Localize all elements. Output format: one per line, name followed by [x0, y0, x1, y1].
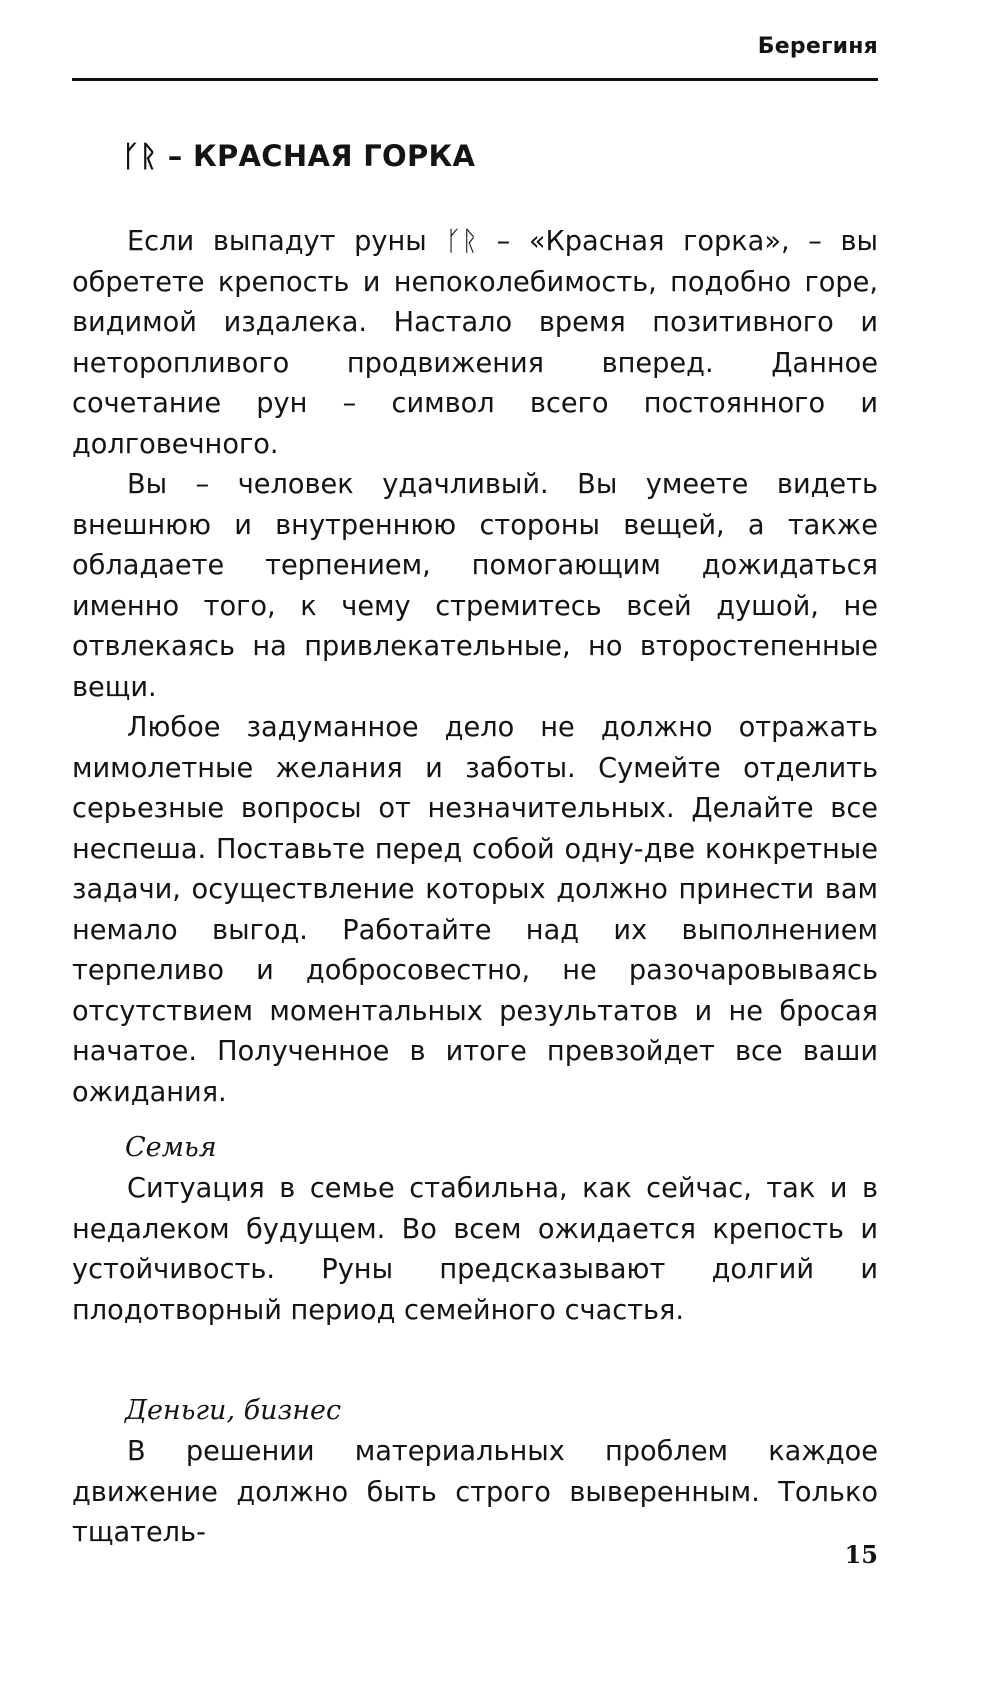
- paragraph: Любое задуманное дело не должно отражать мимолетные желания и заботы. Сумейте отделить серьезные вопросы от незначительных. Делайте все неспеша. Поставьте перед собой одну-две конкретные задачи, осуществление которых должно принести вам немало выгод. Работайте над их выполнением терпеливо и добросовестно, не разочаровываясь отсутствием моментальных результатов и не бросая начатое. Полученное в итоге превзойдет все ваши ожидания.: [72, 712, 878, 1108]
- money-heading: Деньги, бизнес: [125, 1395, 342, 1426]
- page-number: 15: [844, 1540, 878, 1569]
- paragraph: В решении материальных проблем каждое движение должно быть строго выверенным. Только тщатель-: [72, 1436, 878, 1548]
- paragraph: Вы – человек удачливый. Вы умеете видеть внешнюю и внутреннюю стороны вещей, а также обладаете терпением, помогающим дожидаться именно того, к чему стремитесь всей душой, не отвлекаясь на привлекательные, но второстепенные вещи.: [72, 469, 878, 703]
- family-text: [72, 1169, 878, 1331]
- family-heading: Семья: [125, 1132, 217, 1163]
- section-title-text: – КРАСНАЯ ГОРКА: [157, 139, 476, 173]
- rune-symbol: ᚴᚱ: [122, 139, 158, 173]
- paragraph: Если выпадут руны ᚴᚱ – «Красная горка», – вы обретете крепость и непоколебимость, подобно горе, видимой издалека. Настало время позитивного и неторопливого продвижения вперед. Данное сочетание рун – символ всего постоянного и долговечного.: [72, 226, 878, 460]
- intro-text: [72, 222, 878, 1113]
- header-rule: [72, 78, 878, 81]
- section-title: [122, 139, 475, 173]
- money-text: [72, 1432, 878, 1554]
- paragraph: Ситуация в семье стабильна, как сейчас, так и в недалеком будущем. Во всем ожидается крепость и устойчивость. Руны предсказывают долгий и плодотворный период семейного счастья.: [72, 1173, 878, 1326]
- running-head: Берегиня: [757, 34, 878, 59]
